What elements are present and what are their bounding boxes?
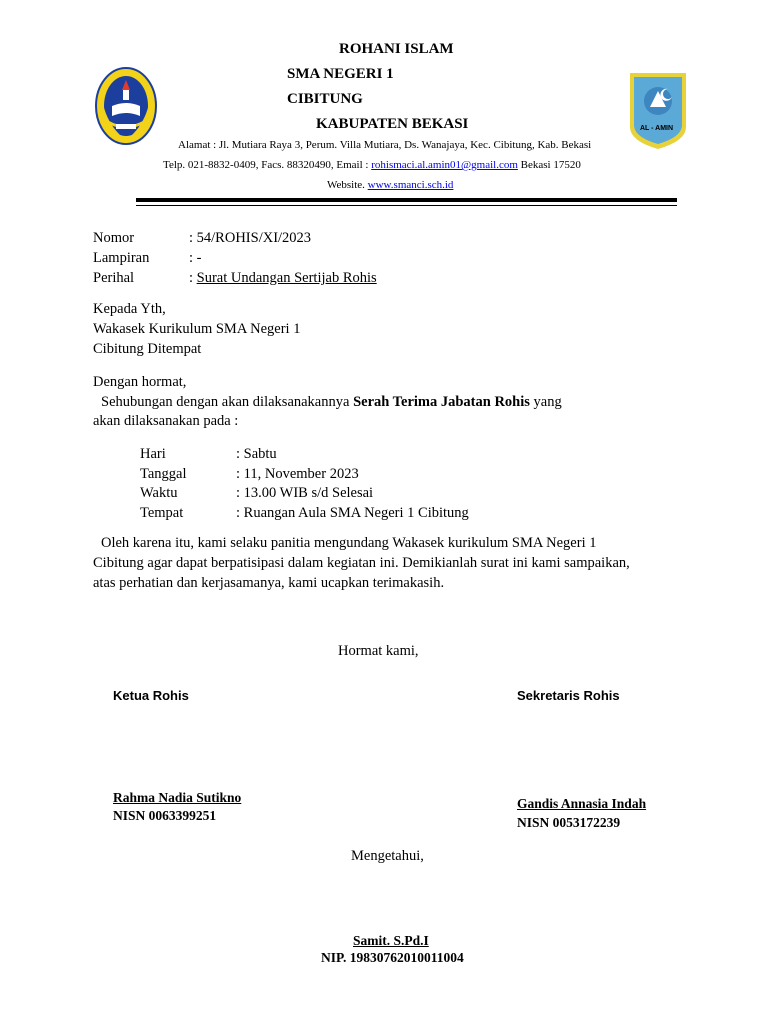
school-logo-left [94,66,158,146]
header-address: Alamat : Jl. Mutiara Raya 3, Perum. Villa Mutiara, Ds. Wanajaya, Kec. Cibitung, Kab. Bekasi [178,139,592,151]
meta-lampiran-label: Lampiran [93,250,150,266]
recipient-line-1: Kepada Yth, [93,301,166,317]
closing-line-3: atas perhatian dan kerjasamanya, kami ucapkan terimakasih. [93,575,445,591]
meta-perihal-colon: : [189,270,197,286]
recipient-line-2: Wakasek Kurikulum SMA Negeri 1 [93,321,301,337]
schedule-label: Waktu [140,485,178,501]
opening-text-post: yang [529,394,562,410]
header-postcode: Bekasi 17520 [517,159,581,171]
header-title-regency: KABUPATEN BEKASI [316,116,469,132]
meta-nomor-value: : 54/ROHIS/XI/2023 [189,230,312,246]
right-signatory-role: Sekretaris Rohis [517,688,620,703]
opening-text-pre: Sehubungan dengan akan dilaksanakannya [101,394,354,410]
header-phone: Telp. 021-8832-0409, Facs. 88320490, Email : [163,159,372,171]
schedule-label: Tempat [140,505,184,521]
opening-paragraph-line-2: akan dilaksanakan pada : [93,413,239,429]
greeting: Dengan hormat, [93,374,187,390]
rohis-logo-text: AL - AMIN [640,125,674,132]
header-contact [163,159,581,171]
schedule-value: : Ruangan Aula SMA Negeri 1 Cibitung [236,505,469,521]
left-signatory-name: Rahma Nadia Sutikno [113,790,242,805]
mengetahui: Mengetahui, [351,848,424,864]
website-link[interactable]: www.smanci.sch.id [367,179,454,191]
schedule-label: Hari [140,446,166,462]
schedule-label: Tanggal [140,466,187,482]
school-emblem-icon [94,66,158,146]
website-label: Website. [327,179,368,191]
event-name: Serah Terima Jabatan Rohis [353,394,530,410]
header-divider-thick [136,198,677,202]
header-divider-thin [136,205,677,206]
left-signatory-nisn: NISN 0063399251 [113,808,217,823]
shield-icon [628,71,688,151]
rohis-logo-right [628,71,688,151]
right-signatory-name: Gandis Annasia Indah [517,796,647,811]
header-title-city: CIBITUNG [287,91,363,107]
header-title-school: SMA NEGERI 1 [287,66,394,82]
meta-perihal-value: Surat Undangan Sertijab Rohis [196,270,377,286]
recipient-line-3: Cibitung Ditempat [93,341,202,357]
meta-lampiran-value: : - [189,250,202,266]
left-signatory-role: Ketua Rohis [113,688,189,703]
header-website-line [327,179,453,191]
schedule-value: : 11, November 2023 [236,466,359,482]
meta-perihal-label: Perihal [93,270,135,286]
closing-line-1: Oleh karena itu, kami selaku panitia mengundang Wakasek kurikulum SMA Negeri 1 [101,535,597,551]
bottom-signatory-name: Samit. S.Pd.I [353,933,429,948]
meta-perihal [189,270,377,287]
schedule-value: : Sabtu [236,446,277,462]
schedule-value: : 13.00 WIB s/d Selesai [236,485,374,501]
meta-nomor-label: Nomor [93,230,135,246]
header-title-rohani-islam: ROHANI ISLAM [339,41,454,57]
right-signatory-nisn: NISN 0053172239 [517,815,621,830]
bottom-signatory-nip: NIP. 19830762010011004 [321,950,464,965]
email-link[interactable]: rohismaci.al.amin01@gmail.com [371,159,518,171]
opening-paragraph-line-1 [101,394,562,411]
closing-line-2: Cibitung agar dapat berpatisipasi dalam kegiatan ini. Demikianlah surat ini kami sampaikan, [93,555,630,571]
hormat-kami: Hormat kami, [338,643,419,659]
